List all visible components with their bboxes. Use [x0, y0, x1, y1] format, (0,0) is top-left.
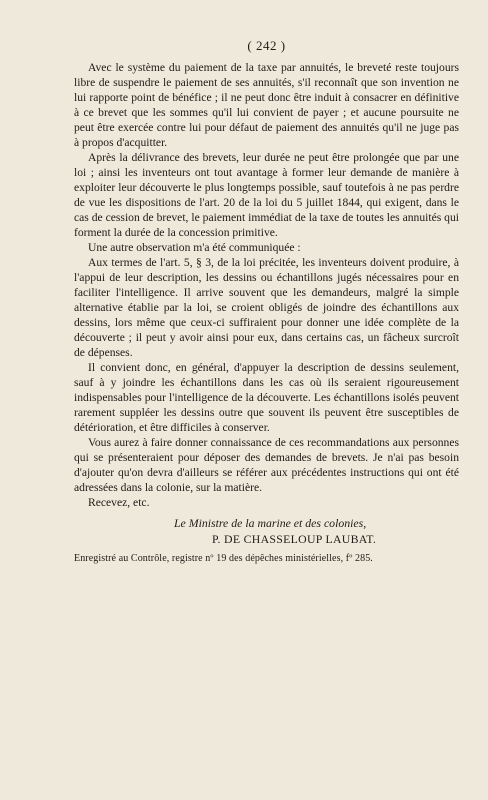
paragraph-recommendation: Il convient donc, en général, d'appuyer la description de dessins seulement, sauf à y joindre les échantillons dans les cas où ils seraient rigoureusement indispensables pour l'intelligence de la découverte. Les échantillons isolés peuvent rarement suppléer les dessins outre que souvent ils peuvent être susceptibles de détérioration, et être difficiles à conserver. [74, 361, 459, 434]
document-page [74, 38, 459, 566]
page-number: ( 242 ) [247, 38, 286, 53]
paragraph-observation-intro: Une autre observation m'a été communiquée : [88, 241, 301, 254]
paragraph-patent-duration: Après la délivrance des brevets, leur durée ne peut être prolongée que par une loi ; ainsi les inventeurs ont tout avantage à former leur demande de manière à exploiter leur découverte le plus longtemps possible, sauf toutefois à ne pas perdre de vue les dispositions de l'art. 20 de la loi du 5 juillet 1844, qui exigent, dans le cas de cession de brevet, le paiement immédiat de la taxe de toutes les annuités qui forment la durée de la concession primitive. [74, 151, 459, 239]
paragraph-instructions: Vous aurez à faire donner connaissance de ces recommandations aux personnes qui se présenteraient pour déposer des demandes de brevets. Je n'ai pas besoin d'ajouter qu'on devra d'ailleurs se référer aux précédentes instructions qui ont été adressées dans la colonie, sur la matière. [74, 436, 459, 494]
signatory-title: Le Ministre de la marine et des colonies, [174, 516, 367, 530]
signatory-name: P. DE CHASSELOUP LAUBAT. [212, 532, 377, 546]
closing-salutation: Recevez, etc. [88, 496, 150, 509]
registry-note: Enregistré au Contrôle, registre nº 19 des dépêches ministérielles, fº 285. [74, 553, 373, 564]
paragraph-annuities: Avec le système du paiement de la taxe par annuités, le breveté reste toujours libre de suspendre le paiement de ses annuités, s'il reconnaît que son invention ne lui rapporte point de bénéfice ; il ne peut donc être induit à consacrer en définitive à ce brevet que les sommes qu'il lui convient de payer ; et aucune poursuite ne peut être exercée contre lui pour défaut de paiement des annuités qu'il ne juge pas à propos d'acquitter. [74, 61, 459, 149]
paragraph-drawings-samples: Aux termes de l'art. 5, § 3, de la loi précitée, les inventeurs doivent produire, à l'appui de leur description, les dessins ou échantillons jugés nécessaires pour en faciliter l'intelligence. Il arrive souvent que les demandeurs, malgré la simple alternative établie par la loi, se croient obligés de joindre des échantillons aux dessins, lors même que ceux-ci suffiraient pour donner une idée complète de la découverte ; il peut y avoir ainsi pour eux, dans certains cas, un fâcheux surcroît de dépenses. [74, 256, 459, 359]
